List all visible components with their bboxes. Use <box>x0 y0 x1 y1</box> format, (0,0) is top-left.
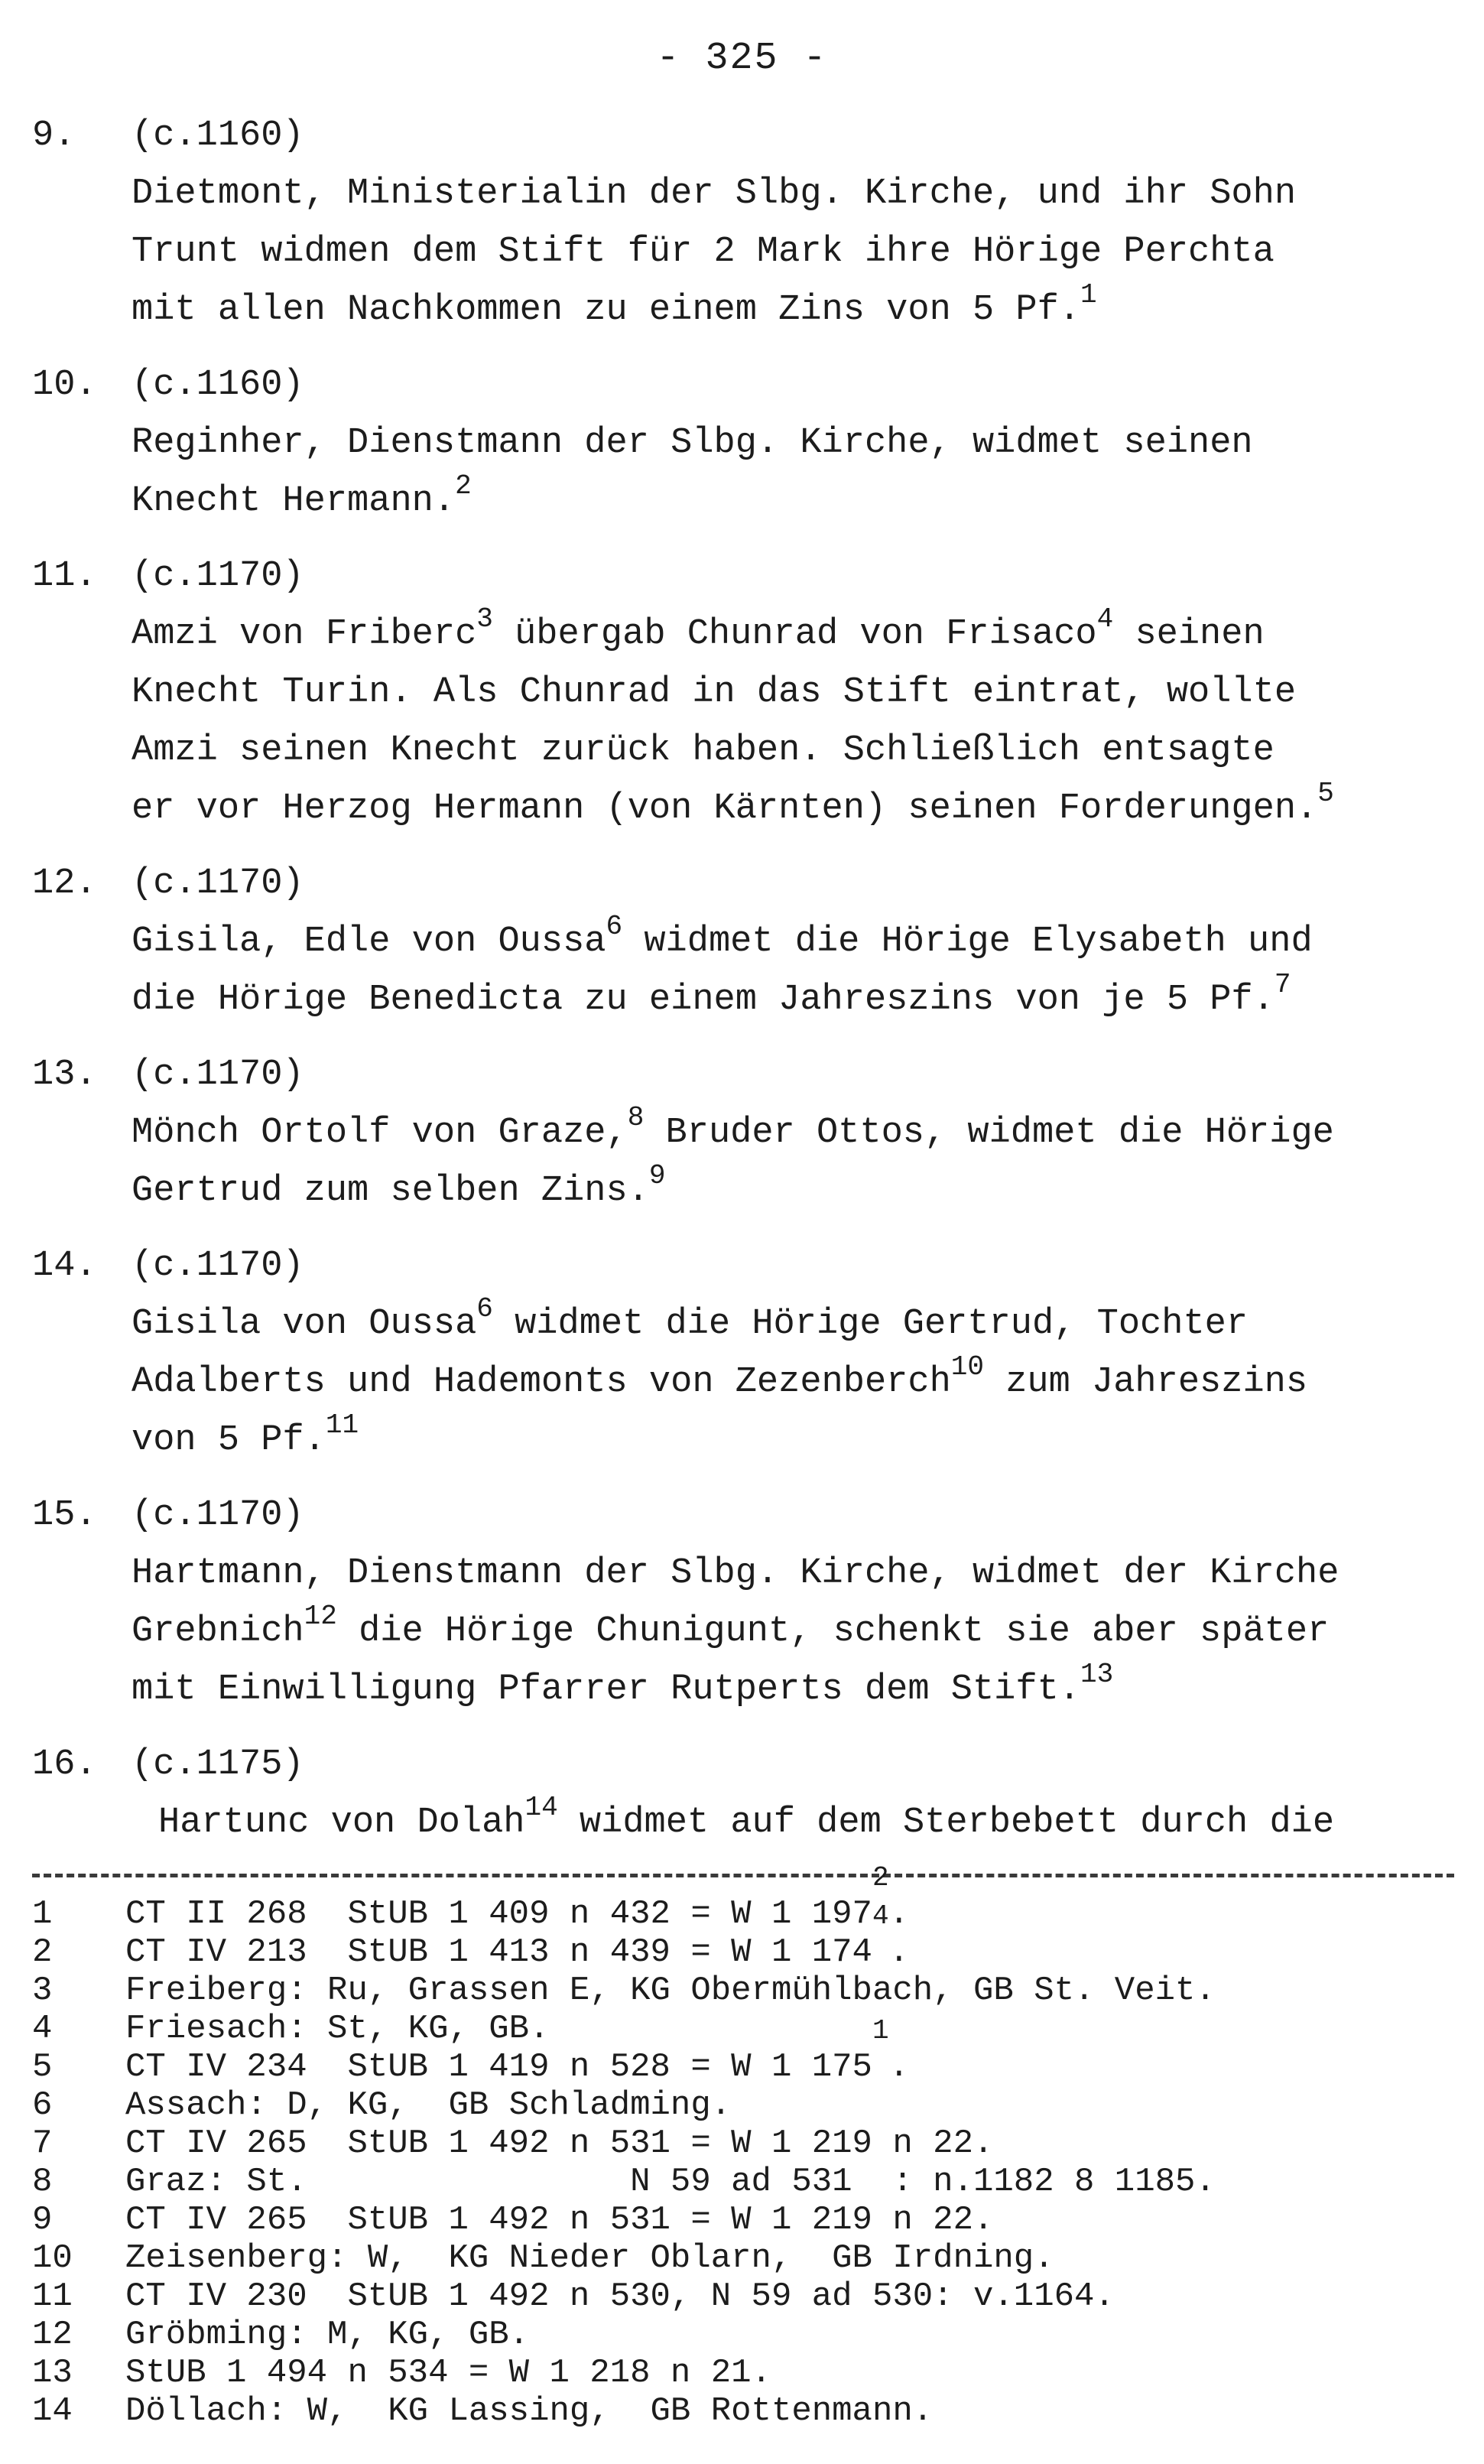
entry-header <box>32 107 1454 165</box>
text-segment: die Hörige Chunigunt, schenkt sie aber später <box>336 1611 1330 1652</box>
entry-number: 10. <box>32 365 97 405</box>
footnote-ref: 6 <box>476 1293 493 1325</box>
footnote-number: 11 <box>32 2277 73 2316</box>
entry-text <box>132 1104 1454 1221</box>
entry <box>32 548 1454 838</box>
footnote-suffix: . <box>888 1895 909 1933</box>
entry-header <box>32 1487 1454 1545</box>
text-line <box>132 470 1454 531</box>
text-segment: Gertrud zum selben Zins. <box>132 1171 649 1211</box>
text-segment: Adalberts und Hademonts von Zezenberch <box>132 1362 951 1403</box>
footnote-text: Gröbming: M, KG, GB. <box>125 2316 530 2354</box>
text-segment: Gisila von Oussa <box>132 1304 477 1344</box>
footnote <box>32 2392 1454 2430</box>
footnote-text: CT IV 234 StUB 1 419 n 528 = W 1 175 <box>125 2048 872 2086</box>
text-segment: mit Einwilligung Pfarrer Rutperts dem Stift. <box>132 1669 1081 1710</box>
entry-number: 16. <box>32 1744 97 1785</box>
text-line <box>132 223 1454 281</box>
footnote-ref: 3 <box>476 603 493 635</box>
text-line <box>132 1603 1454 1661</box>
footnote-text: StUB 1 494 n 534 = W 1 218 n 21. <box>125 2354 771 2392</box>
text-line <box>132 165 1454 223</box>
text-segment: Hartunc von Dolah <box>158 1802 525 1843</box>
text-segment: widmet die Hörige Elysabeth und <box>622 922 1313 962</box>
footnote-ref: 2 <box>455 470 472 502</box>
footnote-superscript: 1 <box>872 2015 889 2046</box>
footnote-number: 4 <box>32 2010 53 2048</box>
footnote-text: Döllach: W, KG Lassing, GB Rottenmann. <box>125 2392 934 2430</box>
entry-header <box>32 1736 1454 1794</box>
text-line <box>132 1409 1454 1470</box>
text-line <box>132 414 1454 473</box>
text-line <box>132 722 1454 780</box>
document-entries <box>32 107 1454 1869</box>
text-line <box>132 1104 1454 1162</box>
text-segment: Knecht Hermann. <box>132 481 456 522</box>
footnote-number: 7 <box>32 2124 53 2163</box>
footnote-number: 2 <box>32 1933 53 1972</box>
text-segment: Bruder Ottos, widmet die Hörige <box>644 1113 1334 1153</box>
text-segment: zum Jahreszins <box>984 1362 1308 1403</box>
text-segment: widmet die Hörige Gertrud, Tochter <box>492 1304 1249 1344</box>
text-line <box>132 1162 1454 1221</box>
footnote <box>32 2316 1454 2354</box>
footnote-text: CT IV 213 StUB 1 413 n 439 = W 1 174 <box>125 1933 872 1972</box>
footnote-text: CT IV 265 StUB 1 492 n 531 = W 1 219 n 22. <box>125 2201 994 2239</box>
entry-text <box>132 165 1454 340</box>
entry-header <box>32 855 1454 913</box>
footnote-text: Zeisenberg: W, KG Nieder Oblarn, GB Irdning. <box>125 2239 1054 2277</box>
footnote-text: Graz: St. N 59 ad 531 : n.1182 8 1185. <box>125 2163 1216 2201</box>
entry <box>32 356 1454 531</box>
footnote-number: 12 <box>32 2316 73 2354</box>
entry <box>32 1736 1454 1852</box>
entry-text <box>132 414 1454 531</box>
text-line <box>132 971 1454 1029</box>
entry-text <box>132 1545 1454 1719</box>
footnote <box>32 2124 1454 2163</box>
entry-number: 15. <box>32 1495 97 1536</box>
footnote-ref: 6 <box>606 911 623 942</box>
entry <box>32 855 1454 1029</box>
footnote <box>32 2354 1454 2392</box>
entry-header <box>32 1046 1454 1104</box>
entry-number: 13. <box>32 1055 97 1095</box>
text-segment: Amzi seinen Knecht zurück haben. Schließlich entsagte <box>132 730 1275 771</box>
footnotes-list <box>32 1862 1454 2430</box>
footnote-number: 1 <box>32 1895 53 1933</box>
footnote <box>32 2010 1454 2048</box>
footnote-text: CT IV 230 StUB 1 492 n 530, N 59 ad 530: v.1164. <box>125 2277 1115 2316</box>
entry-header <box>32 1237 1454 1295</box>
text-segment: Dietmont, Ministerialin der Slbg. Kirche, und ihr Sohn <box>132 174 1297 214</box>
footnote-divider <box>32 1874 1454 1877</box>
footnote-superscript: 2 <box>872 1862 889 1894</box>
text-segment: er vor Herzog Hermann (von Kärnten) seinen Forderungen. <box>132 788 1318 829</box>
footnote-ref: 8 <box>627 1102 645 1133</box>
entry-header <box>32 356 1454 414</box>
footnote-number: 9 <box>32 2201 53 2239</box>
footnote-number: 13 <box>32 2354 73 2392</box>
footnote <box>32 2163 1454 2201</box>
footnote-ref: 14 <box>524 1792 558 1823</box>
text-line <box>158 1794 1454 1852</box>
entry-date: (c.1175) <box>132 1744 304 1785</box>
page-number: - 325 - <box>656 37 828 80</box>
footnote <box>32 1862 1454 1933</box>
footnote-ref: 11 <box>325 1409 359 1441</box>
entry <box>32 107 1454 340</box>
text-segment: Mönch Ortolf von Graze, <box>132 1113 628 1153</box>
text-segment: die Hörige Benedicta zu einem Jahreszins von je 5 Pf. <box>132 980 1275 1020</box>
text-segment: Knecht Turin. Als Chunrad in das Stift eintrat, wollte <box>132 672 1297 713</box>
footnote-text: CT II 268 StUB 1 409 n 432 = W 1 197 <box>125 1895 872 1933</box>
entry-date: (c.1160) <box>132 365 304 405</box>
text-segment: Trunt widmen dem Stift für 2 Mark ihre Hörige Perchta <box>132 232 1275 272</box>
footnote <box>32 2201 1454 2239</box>
entry <box>32 1237 1454 1470</box>
footnote-number: 5 <box>32 2048 53 2086</box>
text-line <box>132 780 1454 838</box>
footnote-text: Assach: D, KG, GB Schladming. <box>125 2086 732 2124</box>
footnote-number: 10 <box>32 2239 73 2277</box>
entry-date: (c.1170) <box>132 1246 304 1286</box>
entry-header <box>32 548 1454 606</box>
footnote-suffix: . <box>888 2048 909 2086</box>
text-segment: seinen <box>1113 614 1265 655</box>
text-segment: mit allen Nachkommen zu einem Zins von 5 Pf. <box>132 290 1081 330</box>
entry-date: (c.1160) <box>132 115 304 156</box>
entry-number: 14. <box>32 1246 97 1286</box>
entry-date: (c.1170) <box>132 1055 304 1095</box>
text-segment: widmet auf dem Sterbebett durch die <box>557 1802 1335 1843</box>
entry-text <box>132 913 1454 1029</box>
entry-number: 11. <box>32 556 97 596</box>
text-line <box>132 1545 1454 1603</box>
text-line <box>132 1351 1454 1412</box>
text-segment: Hartmann, Dienstmann der Slbg. Kirche, widmet der Kirche <box>132 1553 1339 1594</box>
footnote <box>32 2239 1454 2277</box>
footnote-ref: 1 <box>1080 279 1097 310</box>
text-segment: Gisila, Edle von Oussa <box>132 922 606 962</box>
entry <box>32 1487 1454 1719</box>
footnote-ref: 5 <box>1317 778 1334 809</box>
footnote-superscript: 4 <box>872 1900 889 1932</box>
footnote-text: Freiberg: Ru, Grassen E, KG Obermühlbach, GB St. Veit. <box>125 1972 1216 2010</box>
entry-text <box>132 603 1454 838</box>
entry <box>32 1046 1454 1221</box>
footnote-ref: 13 <box>1080 1659 1114 1690</box>
footnote-ref: 7 <box>1274 969 1291 1000</box>
footnote-ref: 4 <box>1096 603 1114 635</box>
text-line <box>132 1295 1454 1354</box>
text-segment: Amzi von Friberc <box>132 614 477 655</box>
entry-text <box>158 1794 1454 1852</box>
text-segment: von 5 Pf. <box>132 1420 326 1461</box>
footnote <box>32 2086 1454 2124</box>
text-segment: Reginher, Dienstmann der Slbg. Kirche, widmet seinen <box>132 423 1253 463</box>
text-segment: übergab Chunrad von Frisaco <box>492 614 1097 655</box>
entry-text <box>132 1295 1454 1470</box>
footnote-ref: 12 <box>304 1601 337 1632</box>
entry-date: (c.1170) <box>132 556 304 596</box>
entry-number: 12. <box>32 863 97 904</box>
footnote-text: CT IV 265 StUB 1 492 n 531 = W 1 219 n 22. <box>125 2124 994 2163</box>
text-segment: Grebnich <box>132 1611 304 1652</box>
text-line <box>132 913 1454 971</box>
text-line <box>132 603 1454 664</box>
footnote-number: 14 <box>32 2392 73 2430</box>
footnote-number: 6 <box>32 2086 53 2124</box>
entry-date: (c.1170) <box>132 863 304 904</box>
entry-date: (c.1170) <box>132 1495 304 1536</box>
text-line <box>132 281 1454 340</box>
footnote-ref: 10 <box>950 1351 984 1383</box>
text-line <box>132 1661 1454 1719</box>
footnote-ref: 9 <box>648 1160 666 1191</box>
footnote-number: 8 <box>32 2163 53 2201</box>
footnote-text: Friesach: St, KG, GB. <box>125 2010 550 2048</box>
entry-number: 9. <box>32 115 76 156</box>
footnote-number: 3 <box>32 1972 53 2010</box>
footnote <box>32 1972 1454 2010</box>
footnote-suffix: . <box>888 1933 909 1972</box>
text-line <box>132 664 1454 722</box>
footnote <box>32 2277 1454 2316</box>
